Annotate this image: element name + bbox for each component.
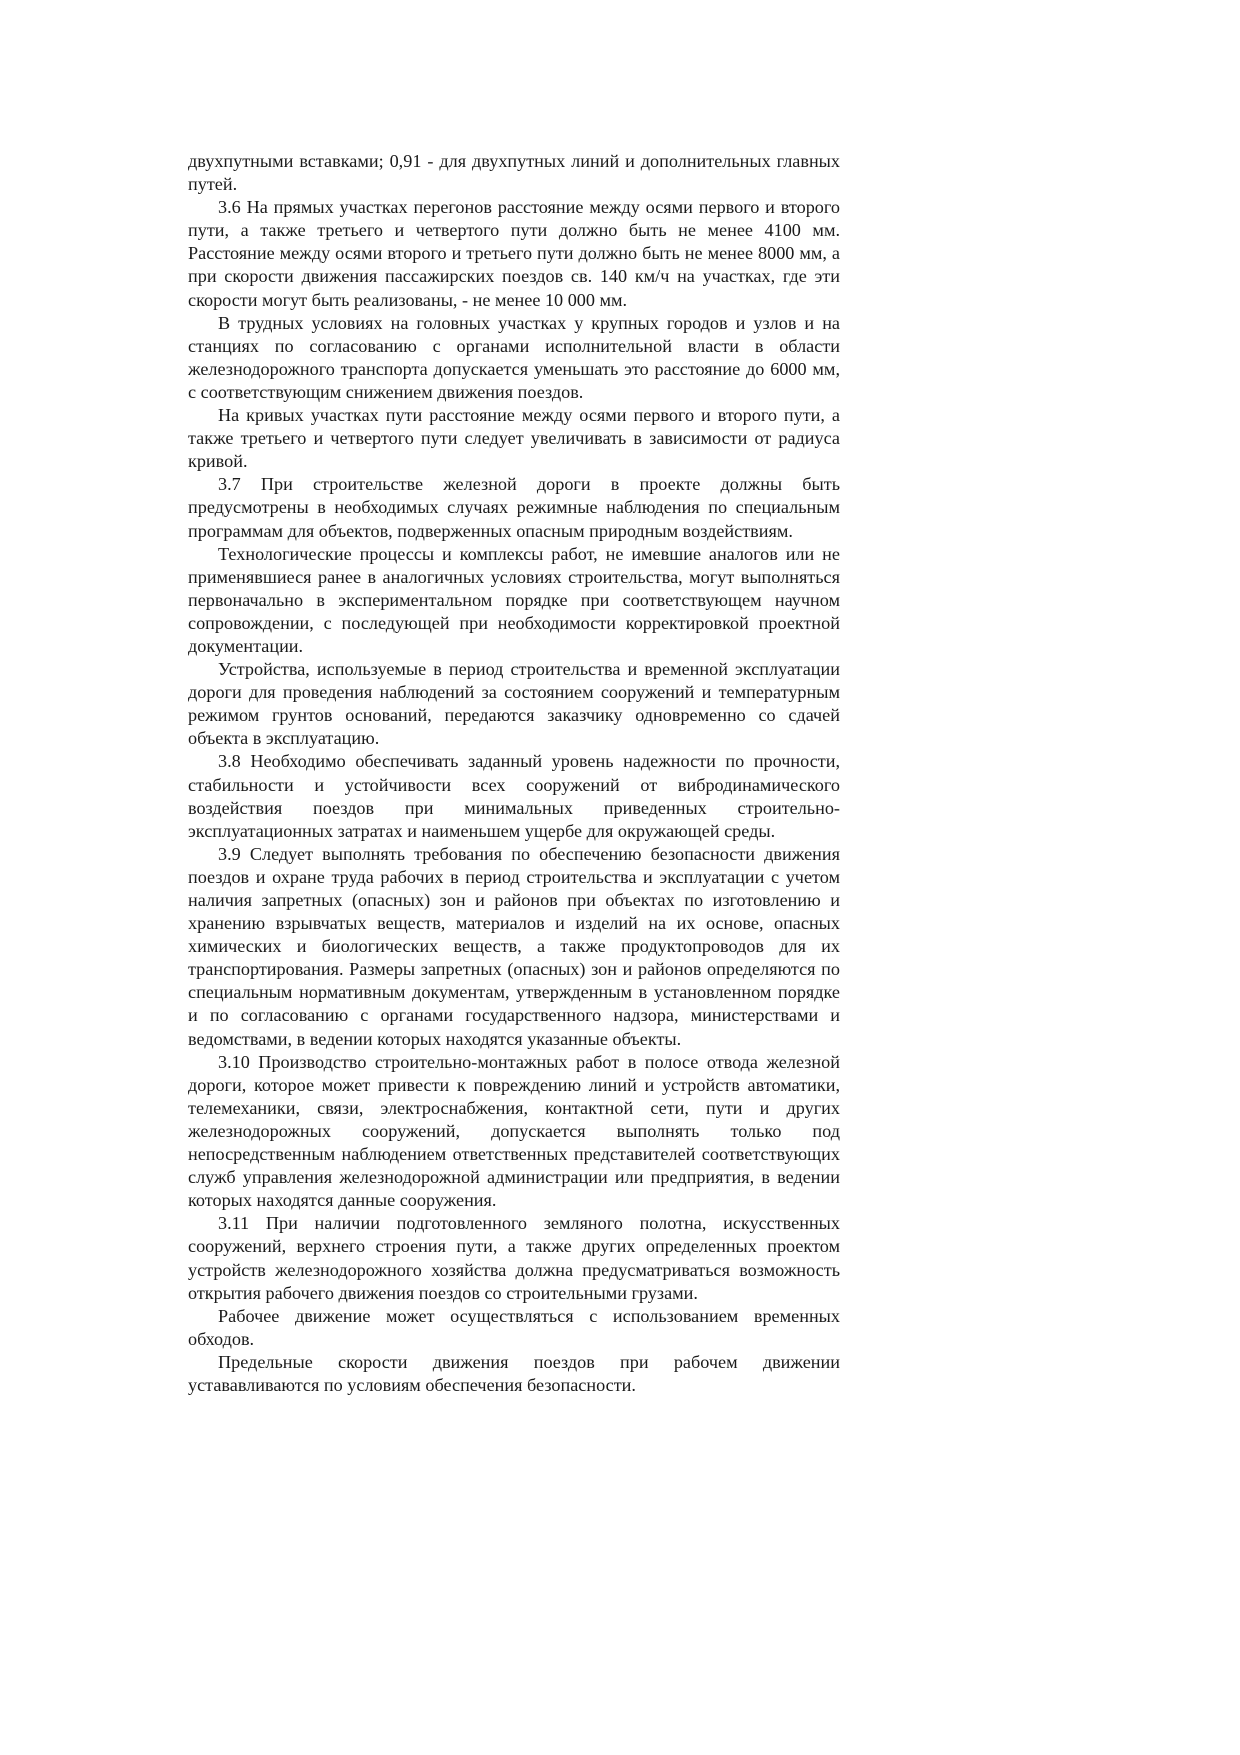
paragraph-technological-processes: Технологические процессы и комплексы работ, не имевшие аналогов или не применявшиеся ранее в аналогичных условиях строительства, могут выполняться первоначально в экспериментальном порядке при соответствующем научном сопровождении, с последующей при необходимости корректировкой проектной документации. [188,543,840,656]
document-page [188,150,840,1397]
paragraph-3-6: 3.6 На прямых участках перегонов расстояние между осями первого и второго пути, а также третьего и четвертого пути должно быть не менее 4100 мм. Расстояние между осями второго и третьего пути должно быть не менее 8000 мм, а при скорости движения пассажирских поездов св. 140 км/ч на участках, где эти скорости могут быть реализованы, - не менее 10 000 мм. [188,197,840,310]
paragraph-difficult-conditions: В трудных условиях на головных участках у крупных городов и узлов и на станциях по согласованию с органами исполнительной власти в области железнодорожного транспорта допускается уменьшать это расстояние до 6000 мм, с соответствующим снижением движения поездов. [188,312,840,402]
paragraph-3-9: 3.9 Следует выполнять требования по обеспечению безопасности движения поездов и охране труда рабочих в период строительства и эксплуатации с учетом наличия запретных (опасных) зон и районов при объектах по изготовлению и хранению взрывчатых веществ, материалов и изделий на их основе, опасных химических и биологических веществ, а также продуктопроводов для их транспортирования. Размеры запретных (опасных) зон и районов определяются по специальным нормативным документам, утвержденным в установленном порядке и по согласованию с органами государственного надзора, министерствами и ведомствами, в ведении которых находятся указанные объекты. [188,843,840,1049]
paragraph-working-traffic: Рабочее движение может осуществляться с использованием временных обходов. [188,1305,840,1349]
paragraph-devices: Устройства, используемые в период строительства и временной эксплуатации дороги для проведения наблюдений за состоянием сооружений и температурным режимом грунтов оснований, передаются заказчику одновременно со сдачей объекта в эксплуатацию. [188,659,840,749]
paragraph-3-8: 3.8 Необходимо обеспечивать заданный уровень надежности по прочности, стабильности и устойчивости всех сооружений от вибродинамического воздействия поездов при минимальных приведенных строительно-эксплуатационных затратах и наименьшем ущербе для окружающей среды. [188,751,840,841]
paragraph-curved-sections: На кривых участках пути расстояние между осями первого и второго пути, а также третьего и четвертого пути следует увеличивать в зависимости от радиуса кривой. [188,405,840,472]
paragraph-3-7: 3.7 При строительстве железной дороги в проекте должны быть предусмотрены в необходимых случаях режимные наблюдения по специальным программам для объектов, подверженных опасным природным воздействиям. [188,474,840,541]
paragraph-continuation: двухпутными вставками; 0,91 - для двухпутных линий и дополнительных главных путей. [188,151,840,195]
paragraph-3-10: 3.10 Производство строительно-монтажных работ в полосе отвода железной дороги, которое может привести к повреждению линий и устройств автоматики, телемеханики, связи, электроснабжения, контактной сети, пути и других железнодорожных сооружений, допускается выполнять только под непосредственным наблюдением ответственных представителей соответствующих служб управления железнодорожной администрации или предприятия, в ведении которых находятся данные сооружения. [188,1051,840,1211]
paragraph-3-11: 3.11 При наличии подготовленного земляного полотна, искусственных сооружений, верхнего строения пути, а также других определенных проектом устройств железнодорожного хозяйства должна предусматриваться возможность открытия рабочего движения поездов со строительными грузами. [188,1213,840,1303]
paragraph-speed-limits: Предельные скорости движения поездов при рабочем движении устававливаются по условиям обеспечения безопасности. [188,1351,840,1395]
